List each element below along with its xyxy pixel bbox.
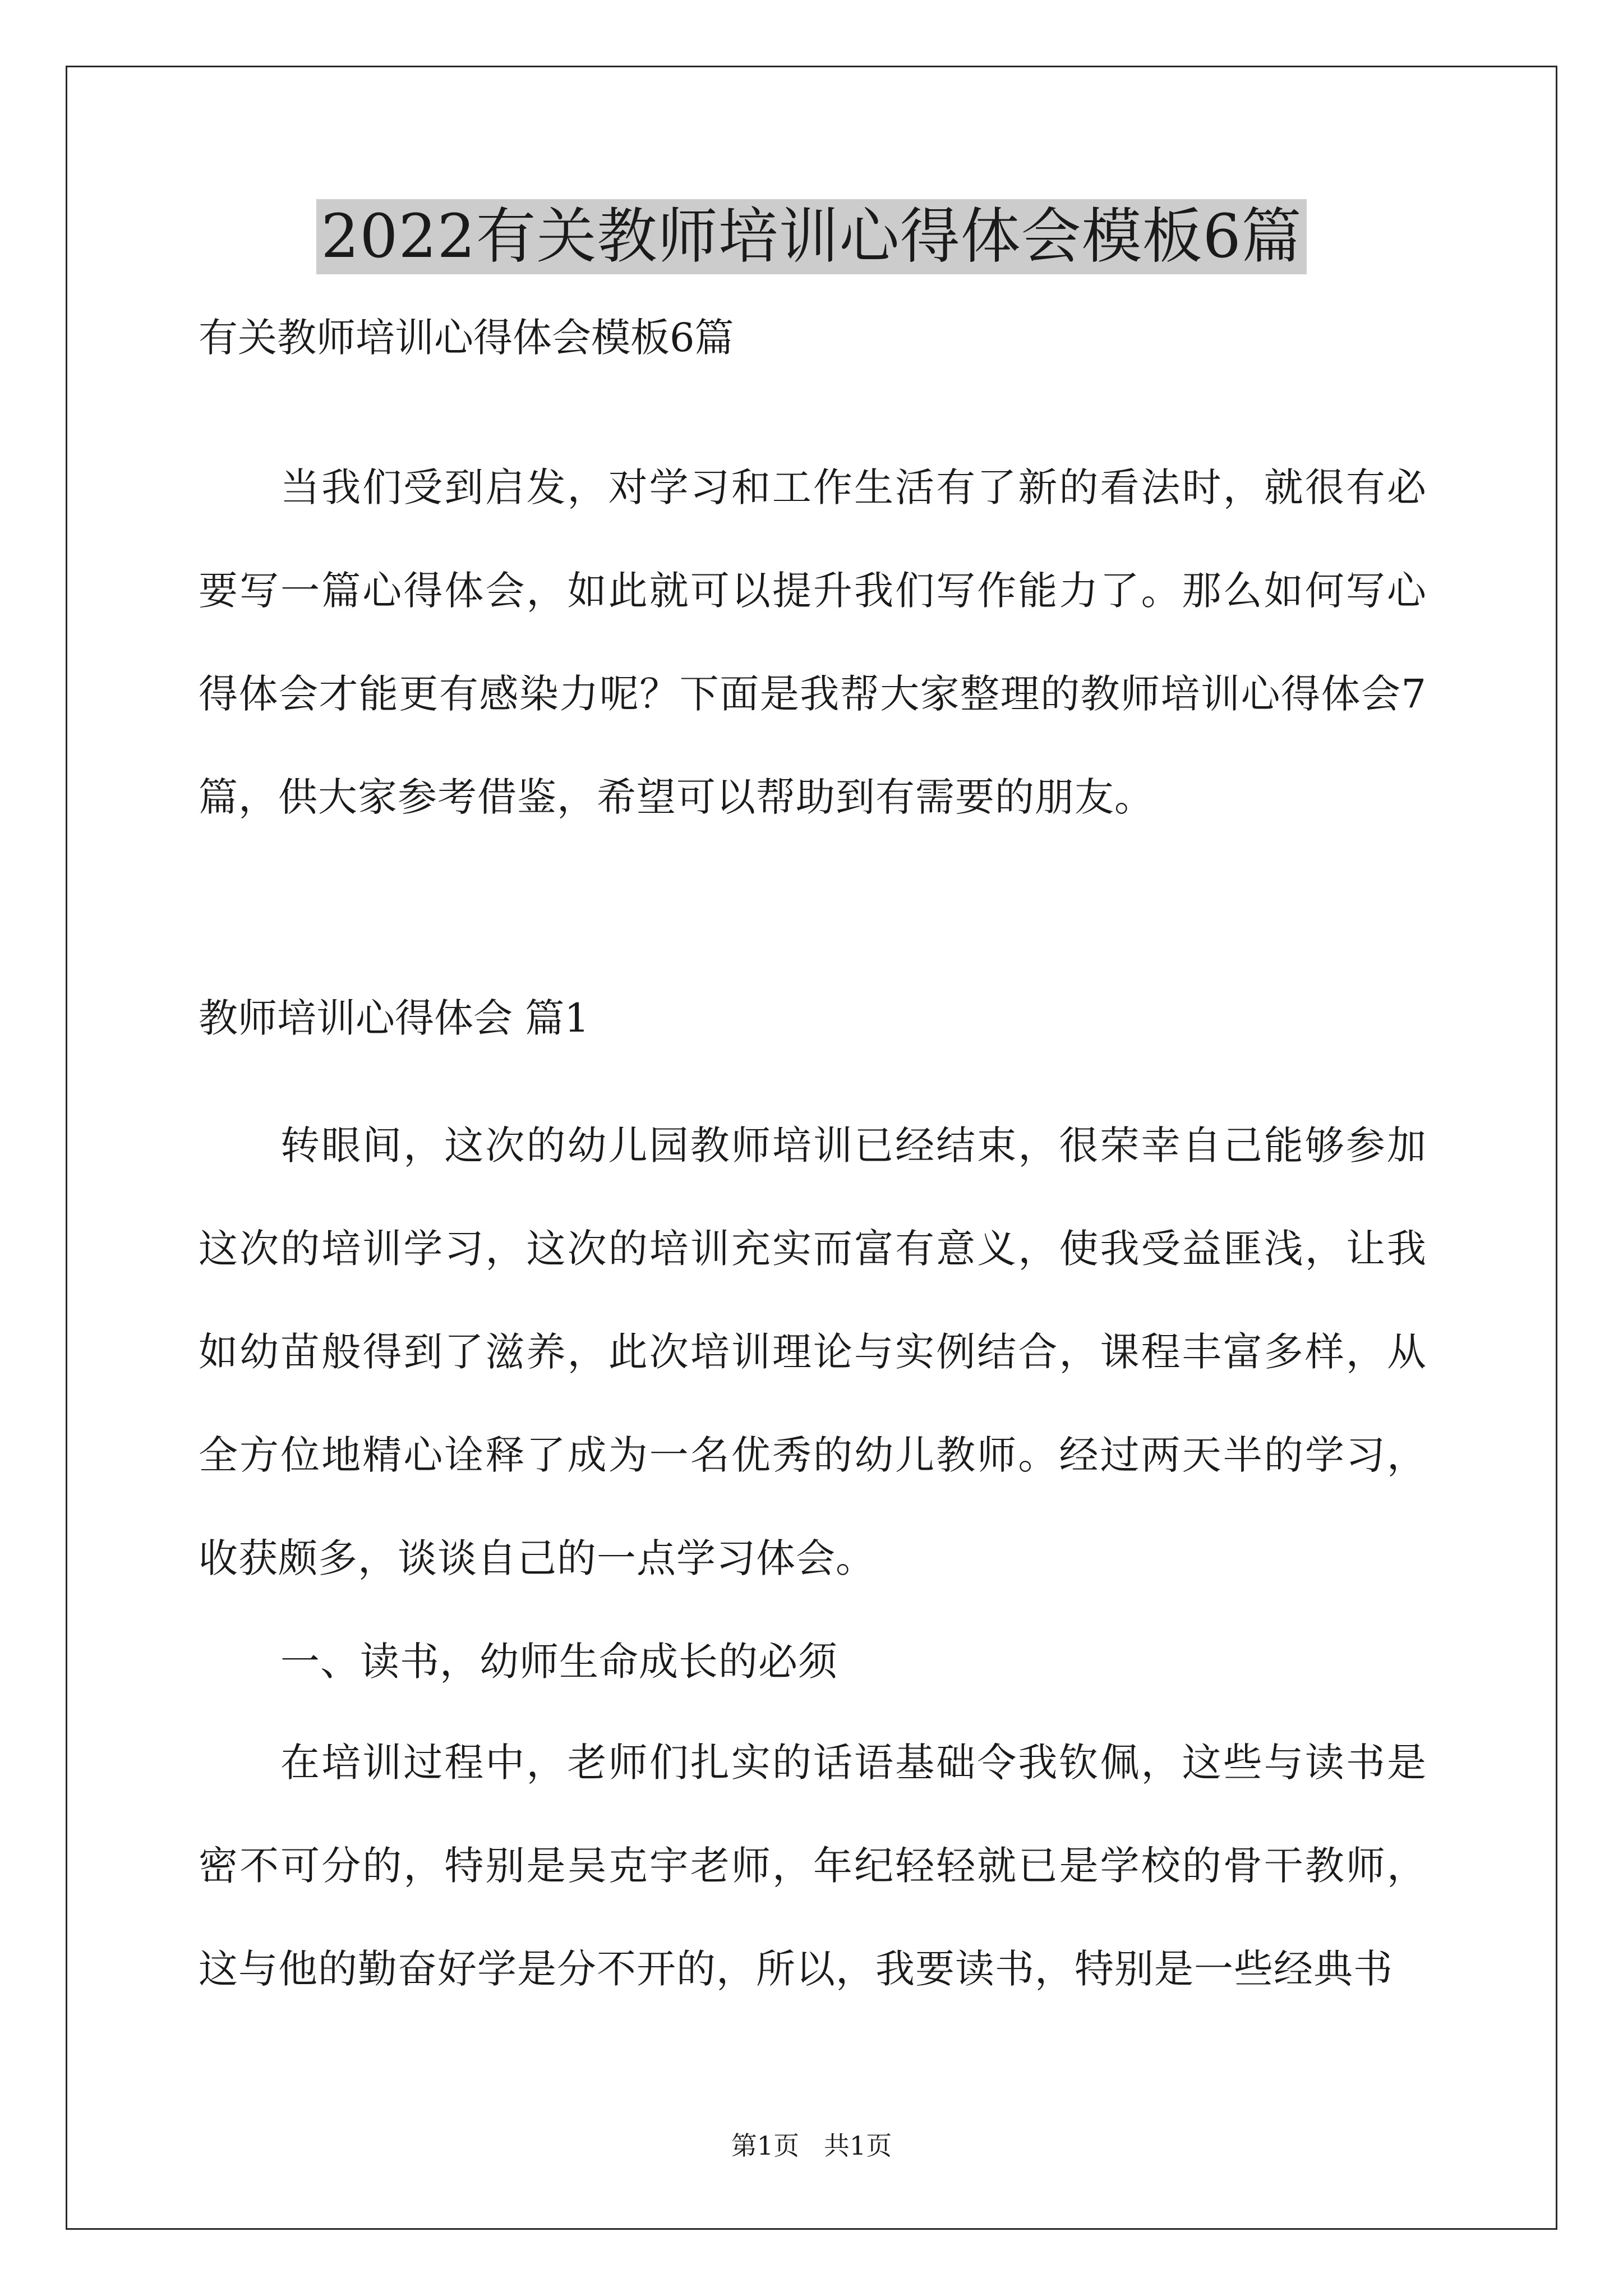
intro-paragraph: 当我们受到启发，对学习和工作生活有了新的看法时，就很有必要写一篇心得体会，如此就可以提升我们写作能力了。那么如何写心得体会才能更有感染力呢？下面是我帮大家整理的教师培训心得体会7篇，供大家参考借鉴，希望可以帮助到有需要的朋友。 [199, 464, 1427, 820]
document-subtitle: 有关教师培训心得体会模板6篇 [199, 315, 734, 361]
body-paragraph: 在培训过程中，老师们扎实的话语基础令我钦佩，这些与读书是密不可分的，特别是吴克宇老师，年纪轻轻就已是学校的骨干教师，这与他的勤奋好学是分不开的，所以，我要读书，特别是一些经典书 [199, 1740, 1427, 1992]
document-title-text: 2022有关教师培训心得体会模板6篇 [316, 199, 1306, 274]
document-title [0, 199, 1623, 274]
section-heading: 教师培训心得体会 篇1 [199, 995, 589, 1041]
subheading: 一、读书，幼师生命成长的必须 [280, 1639, 838, 1685]
body-paragraph: 转眼间，这次的幼儿园教师培训已经结束，很荣幸自己能够参加这次的培训学习，这次的培训充实而富有意义，使我受益匪浅，让我如幼苗般得到了滋养，此次培训理论与实例结合，课程丰富多样，从全方位地精心诠释了成为一名优秀的幼儿教师。经过两天半的学习，收获颇多，谈谈自己的一点学习体会。 [199, 1122, 1427, 1581]
page-footer: 第1页 共1页 [731, 2131, 892, 2161]
